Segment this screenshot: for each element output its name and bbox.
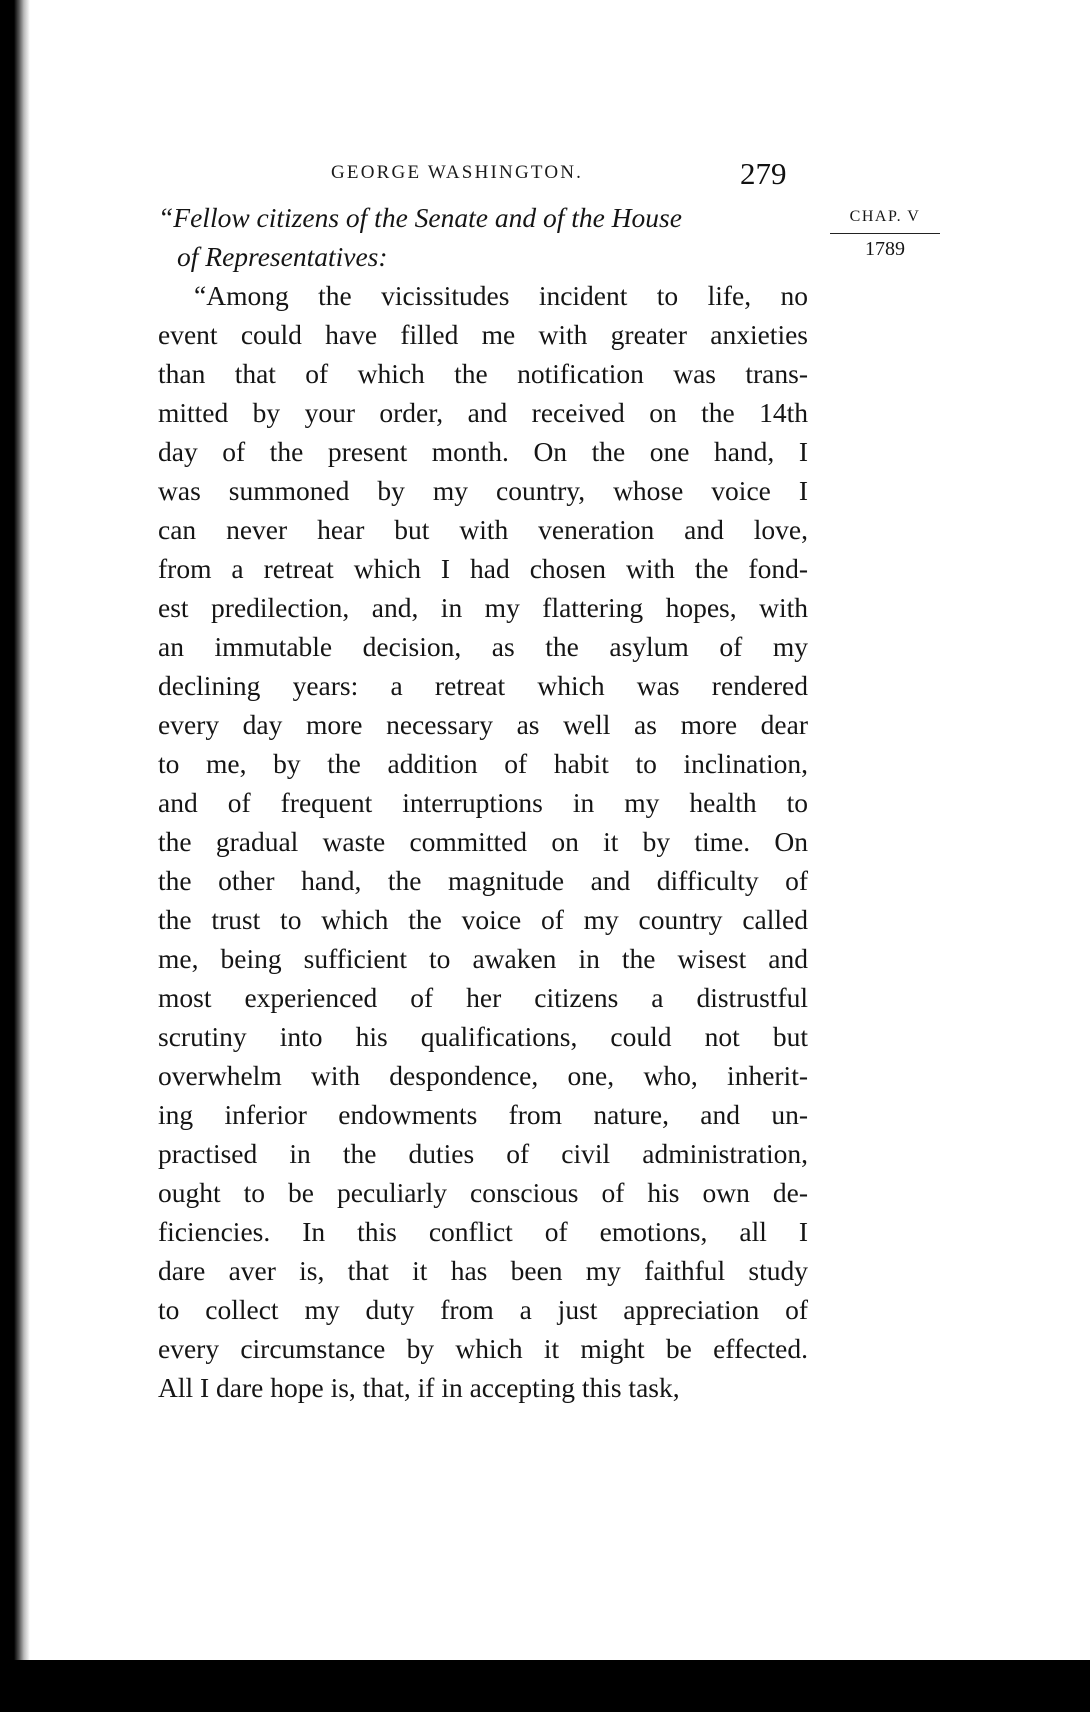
text-line: can never hear but with veneration and love, [158,514,808,545]
text-line: every circumstance by which it might be effected. [158,1333,808,1364]
running-head-title: GEORGE WASHINGTON. [331,162,584,183]
page-bottom-shadow [0,1660,1090,1712]
year-label: 1789 [865,238,905,260]
text-line: every day more necessary as well as more dear [158,709,808,740]
text-line: est predilection, and, in my flattering hopes, with [158,592,808,623]
text-line: All I dare hope is, that, if in accepting this task, [158,1372,680,1403]
body-text [158,198,808,1407]
salutation-line: of Representatives: [177,241,388,272]
text-line: and of frequent interruptions in my health to [158,787,808,818]
margin-note [830,208,940,261]
text-line: day of the present month. On the one hand, I [158,436,808,467]
chapter-label: CHAP. V [830,208,940,234]
text-line: practised in the duties of civil administration, [158,1138,808,1169]
text-line: was summoned by my country, whose voice I [158,475,808,506]
page-number: 279 [740,156,787,191]
page-binding-shadow [0,0,30,1712]
text-line: “Among the vicissitudes incident to life, no [194,280,808,311]
text-line: the trust to which the voice of my country called [158,904,808,935]
text-line: from a retreat which I had chosen with the fond- [158,553,808,584]
text-line: the other hand, the magnitude and difficulty of [158,865,808,896]
text-line: overwhelm with despondence, one, who, inherit- [158,1060,808,1091]
text-line: to me, by the addition of habit to inclination, [158,748,808,779]
text-line: declining years: a retreat which was rendered [158,670,808,701]
text-line: me, being sufficient to awaken in the wisest and [158,943,808,974]
salutation-line: “Fellow citizens of the Senate and of the House [158,202,682,233]
text-line: scrutiny into his qualifications, could not but [158,1021,808,1052]
text-line: an immutable decision, as the asylum of my [158,631,808,662]
text-line: most experienced of her citizens a distrustful [158,982,808,1013]
running-head [158,156,858,192]
text-line: than that of which the notification was trans- [158,358,808,389]
text-line: to collect my duty from a just appreciation of [158,1294,808,1325]
text-line: ought to be peculiarly conscious of his own de- [158,1177,808,1208]
text-line: mitted by your order, and received on the 14th [158,397,808,428]
text-line: event could have filled me with greater anxieties [158,319,808,350]
text-line: ficiencies. In this conflict of emotions, all I [158,1216,808,1247]
text-line: the gradual waste committed on it by time. On [158,826,808,857]
text-line: dare aver is, that it has been my faithful study [158,1255,808,1286]
text-line: ing inferior endowments from nature, and un- [158,1099,808,1130]
